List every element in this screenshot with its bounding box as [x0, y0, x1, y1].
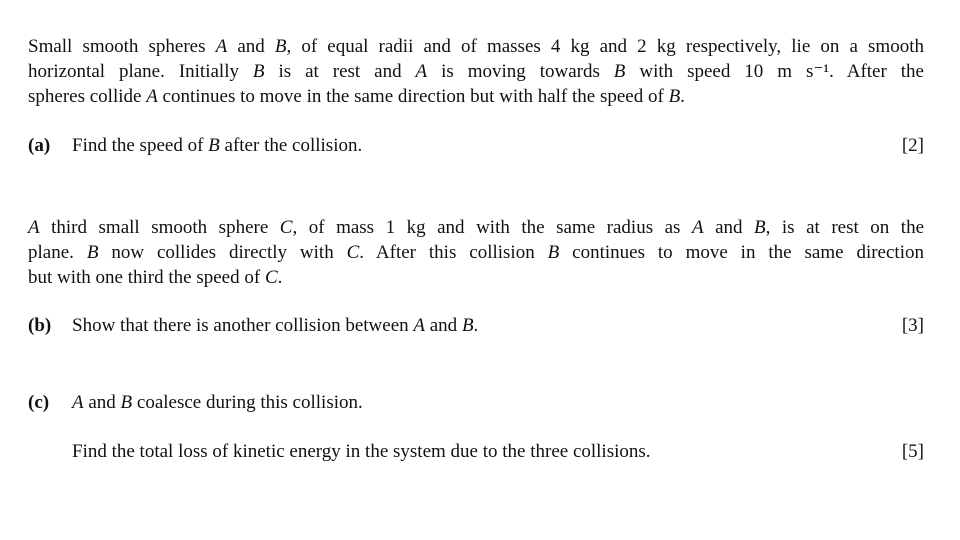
middle-paragraph: [28, 215, 924, 290]
middle-line-2: plane. B now collides directly with C. After this collision B continues to move in the same direction: [28, 242, 924, 263]
question-a-text: Find the speed of B after the collision.: [72, 135, 363, 156]
intro-paragraph: [28, 34, 924, 109]
question-b: [28, 313, 924, 338]
question-a-marks: [2]: [901, 135, 924, 156]
intro-line-2: horizontal plane. Initially B is at rest and A is moving towards B with speed 10 m s⁻¹. After the: [28, 61, 924, 82]
question-c-label: (c): [28, 392, 50, 413]
question-b-text: Show that there is another collision between A and B.: [72, 315, 479, 336]
intro-line-3: spheres collide A continues to move in the same direction but with half the speed of B.: [28, 86, 685, 107]
middle-line-1: A third small smooth sphere C, of mass 1 kg and with the same radius as A and B, is at rest on the: [28, 217, 924, 238]
question-c: [28, 390, 924, 415]
middle-line-3: but with one third the speed of C.: [28, 267, 283, 288]
intro-line-1: Small smooth spheres A and B, of equal radii and of masses 4 kg and 2 kg respectively, lie on a smooth: [28, 36, 924, 57]
question-c-text: A and B coalesce during this collision.: [72, 392, 363, 413]
question-a: [28, 133, 924, 158]
question-c-marks: [5]: [901, 441, 924, 462]
question-b-label: (b): [28, 315, 52, 336]
question-c-task: [28, 439, 924, 464]
question-a-label: (a): [28, 135, 51, 156]
question-b-marks: [3]: [901, 315, 924, 336]
question-c-subtext: Find the total loss of kinetic energy in the system due to the three collisions.: [72, 441, 651, 462]
